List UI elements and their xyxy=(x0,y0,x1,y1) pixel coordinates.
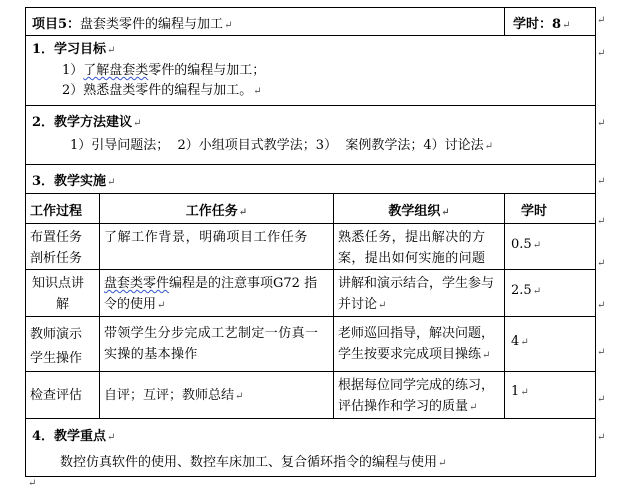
row1-hours: 0.5 xyxy=(511,237,532,252)
row4-task: 自评；互评；教师总结 xyxy=(104,388,235,403)
implementation-section: 3．教学实施↵ xyxy=(26,165,596,194)
key-points-title: 4．教学重点 xyxy=(32,429,107,444)
table-row: 布置任务 剖析任务 了解工作背景，明确项目工作任务 熟悉任务，提出解决的方案，提出如何实施的问题 0.5↵ xyxy=(26,224,596,270)
project-label: 项目5： xyxy=(32,17,81,32)
row2-hours: 2.5 xyxy=(511,283,532,298)
row2-process-line2: 解 xyxy=(55,297,69,312)
table-header-row: 工作过程 工作任务↵ 教学组织↵ 学时 xyxy=(26,194,596,224)
project-title-cell xyxy=(26,8,505,36)
col-organization: 教学组织 xyxy=(388,204,441,219)
lesson-plan-table xyxy=(25,7,596,477)
methods-title: 2．教学方法建议 xyxy=(32,115,133,130)
margin-paragraph-mark: ↵ xyxy=(597,432,606,443)
key-points-text: 数控仿真软件的使用、数控车床加工、复合循环指令的编程与使用 xyxy=(60,455,438,470)
margin-paragraph-mark: ↵ xyxy=(597,48,606,59)
paragraph-mark: ↵ xyxy=(224,20,233,31)
row1-organization: 熟悉任务，提出解决的方案，提出如何实施的问题 xyxy=(338,230,486,266)
header-row xyxy=(26,8,596,36)
row1-process-line2: 剖析任务 xyxy=(30,251,83,266)
table-row: 教师演示 学生操作 带领学生分步完成工艺制定一仿真一实操的基本操作 老师巡回指导，解决问题，学生按要求完成项目操练↵ 4↵ xyxy=(26,317,596,372)
margin-paragraph-mark: ↵ xyxy=(597,300,606,311)
objectives-section: 1．学习目标↵ 1）了解盘套类零件的编程与加工； 2）熟悉盘类零件的编程与加工。↵ xyxy=(26,36,596,106)
row2-task: 盘套类零件编程是的注意事项G72 指令的使用↵ xyxy=(104,276,318,312)
row3-organization: 老师巡回指导，解决问题，学生按要求完成项目操练 xyxy=(338,326,495,362)
table-row: 检查评估 自评；互评；教师总结↵ 根据每位同学完成的练习，评估操作和学习的质量↵ 1↵ xyxy=(26,372,596,419)
row4-organization: 根据每位同学完成的练习，评估操作和学习的质量 xyxy=(338,378,495,414)
row2-organization: 讲解和演示结合，学生参与并讨论 xyxy=(338,276,495,312)
total-hours: 学时：8 xyxy=(513,17,562,32)
table-row: 知识点讲 解 盘套类零件编程是的注意事项G72 指令的使用↵ 讲解和演示结合，学生参与并讨论↵ 2.5↵ xyxy=(26,270,596,317)
methods-text: 1）引导问题法； 2）小组项目式教学法；3） 案例教学法；4）讨论法 xyxy=(70,138,484,153)
row3-hours: 4 xyxy=(511,334,520,349)
hours-cell: 学时：8↵ xyxy=(505,8,596,36)
lesson-plan-document xyxy=(25,7,595,477)
col-task: 工作任务 xyxy=(185,204,238,219)
margin-paragraph-mark: ↵ xyxy=(597,118,606,129)
methods-section: 2．教学方法建议↵ 1）引导问题法； 2）小组项目式教学法；3） 案例教学法；4）讨论法↵ xyxy=(26,106,596,165)
row3-task: 带领学生分步完成工艺制定一仿真一实操的基本操作 xyxy=(104,326,319,362)
project-title: 盘套类零件的编程与加工 xyxy=(80,17,224,32)
objective-item-2: 2）熟悉盘类零件的编程与加工。 xyxy=(62,83,253,98)
col-hours: 学时 xyxy=(521,204,548,219)
margin-paragraph-mark: ↵ xyxy=(597,216,606,227)
implementation-title: 3．教学实施 xyxy=(32,174,107,189)
objective-item-1: 1）了解盘套类零件的编程与加工； xyxy=(62,63,266,78)
objectives-title: 1．学习目标 xyxy=(32,42,107,57)
margin-paragraph-mark: ↵ xyxy=(597,258,606,269)
margin-paragraph-mark: ↵ xyxy=(597,347,606,358)
row1-task: 了解工作背景，明确项目工作任务 xyxy=(104,230,309,245)
key-points-section: 4．教学重点↵ 数控仿真软件的使用、数控车床加工、复合循环指令的编程与使用↵ xyxy=(26,419,596,477)
col-process: 工作过程 xyxy=(30,204,83,219)
row3-process-line1: 教师演示 xyxy=(30,327,83,342)
margin-paragraph-mark: ↵ xyxy=(597,15,606,26)
row4-hours: 1 xyxy=(511,384,520,399)
row4-process: 检查评估 xyxy=(30,388,83,403)
margin-paragraph-mark: ↵ xyxy=(597,176,606,187)
row1-process-line1: 布置任务 xyxy=(30,230,83,245)
margin-paragraph-mark: ↵ xyxy=(28,478,37,489)
row3-process-line2: 学生操作 xyxy=(30,351,83,366)
margin-paragraph-mark: ↵ xyxy=(597,394,606,405)
row2-process-line1: 知识点讲 xyxy=(32,276,85,291)
